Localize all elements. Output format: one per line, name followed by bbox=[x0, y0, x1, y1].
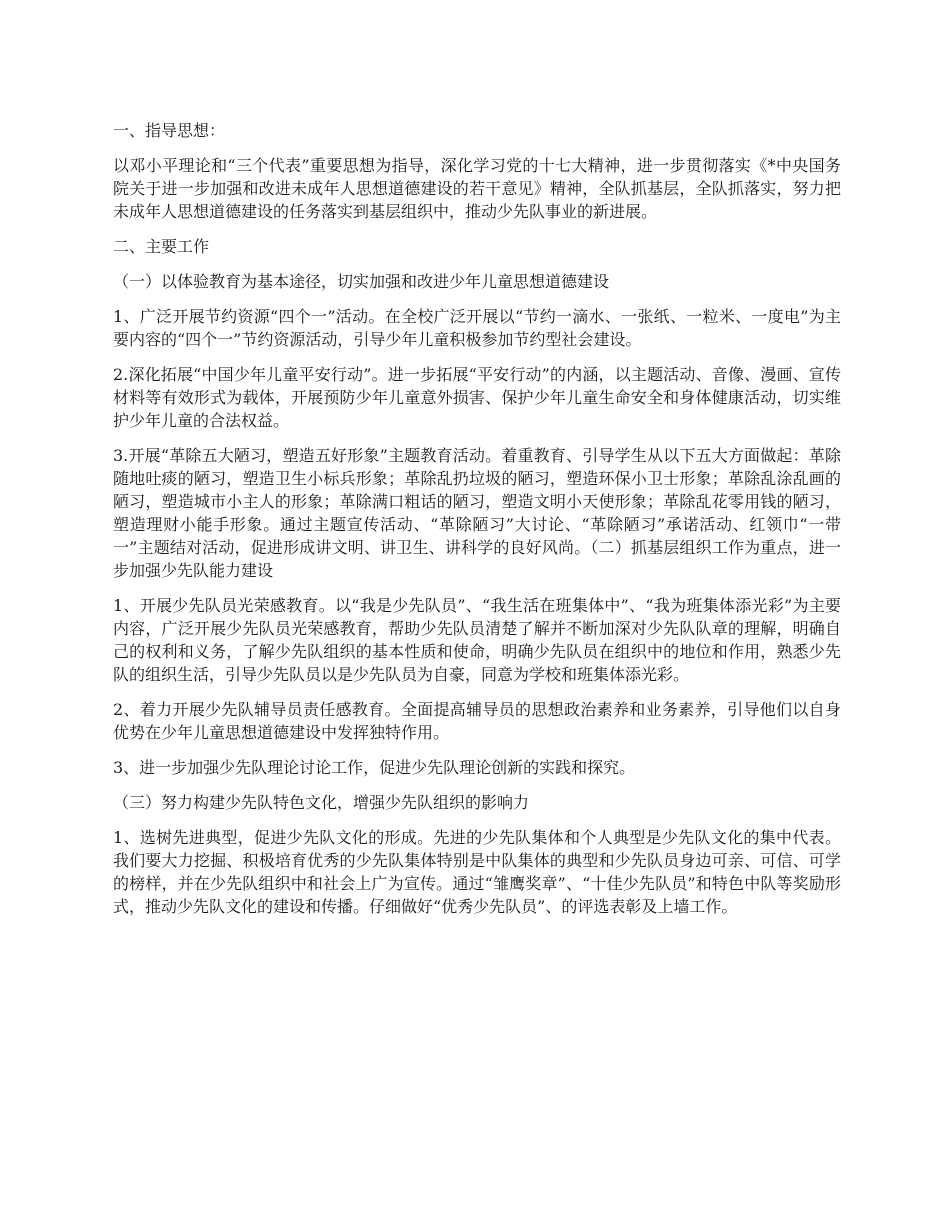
subsection-heading-3: （三）努力构建少先队特色文化，增强少先队组织的影响力 bbox=[113, 793, 530, 812]
paragraph-item-1-3: 3.开展“革除五大陋习，塑造五好形象”主题教育活动。着重教育、引导学生从以下五大方面做起：革除随地吐痰的陋习，塑造卫生小标兵形象；革除乱扔垃圾的陋习，塑造环保小卫士形象；革除乱涂乱画的陋习，塑造城市小主人的形象；革除满口粗话的陋习，塑造文明小天使形象；革除乱花零用钱的陋习，塑造理财小能手形象。通过主题宣传活动、“革除陋习”大讨论、“革除陋习”承诺活动、红领巾“一带一”主题结对活动，促进形成讲文明、讲卫生、讲科学的良好风尚。（二）抓基层组织工作为重点，进一步加强少先队能力建设 bbox=[113, 446, 841, 580]
paragraph-guiding-thought: 以邓小平理论和“三个代表”重要思想为指导，深化学习党的十七大精神，进一步贯彻落实《*中央国务院关于进一步加强和改进未成年人思想道德建设的若干意见》精神，全队抓基层，全队抓落实，努力把未成年人思想道德建设的任务落实到基层组织中，推动少先队事业的新进展。 bbox=[113, 156, 841, 221]
section-heading-guiding-thought: 一、指导思想： bbox=[113, 121, 226, 140]
paragraph-item-1-2: 2.深化拓展“中国少年儿童平安行动”。进一步拓展“平安行动”的内涵，以主题活动、音像、漫画、宣传材料等有效形式为载体，开展预防少年儿童意外损害、保护少年儿童生命安全和身体健康活动，切实维护少年儿童的合法权益。 bbox=[113, 365, 841, 430]
paragraph-item-2-1: 1、开展少先队员光荣感教育。以“我是少先队员”、“我生活在班集体中”、“我为班集体添光彩”为主要内容，广泛开展少先队员光荣感教育，帮助少先队员清楚了解并不断加深对少先队队章的理解，明确自己的权利和义务，了解少先队组织的基本性质和使命，明确少先队员在组织中的地位和作用，熟悉少先队的组织生活，引导少先队员以是少先队员为自豪，同意为学校和班集体添光彩。 bbox=[113, 596, 841, 684]
paragraph-item-1-1: 1、广泛开展节约资源“四个一”活动。在全校广泛开展以“节约一滴水、一张纸、一粒米、一度电”为主要内容的“四个一”节约资源活动，引导少年儿童积极参加节约型社会建设。 bbox=[113, 307, 841, 349]
paragraph-item-3-1: 1、选树先进典型，促进少先队文化的形成。先进的少先队集体和个人典型是少先队文化的集中代表。我们要大力挖掘、积极培育优秀的少先队集体特别是中队集体的典型和少先队员身边可亲、可信、可学的榜样，并在少先队组织中和社会上广为宣传。通过“雏鹰奖章”、“十佳少先队员”和特色中队等奖励形式，推动少先队文化的建设和传播。仔细做好“优秀少先队员”、的评选表彰及上墙工作。 bbox=[113, 828, 841, 916]
paragraph-item-2-2: 2、着力开展少先队辅导员责任感教育。全面提高辅导员的思想政治素养和业务素养，引导他们以自身优势在少年儿童思想道德建设中发挥独特作用。 bbox=[113, 700, 841, 742]
section-heading-main-work: 二、主要工作 bbox=[113, 237, 210, 256]
paragraph-item-2-3: 3、进一步加强少先队理论讨论工作，促进少先队理论创新的实践和探究。 bbox=[113, 758, 636, 777]
document-body bbox=[113, 119, 841, 930]
subsection-heading-1: （一）以体验教育为基本途径，切实加强和改进少年儿童思想道德建设 bbox=[113, 272, 610, 291]
